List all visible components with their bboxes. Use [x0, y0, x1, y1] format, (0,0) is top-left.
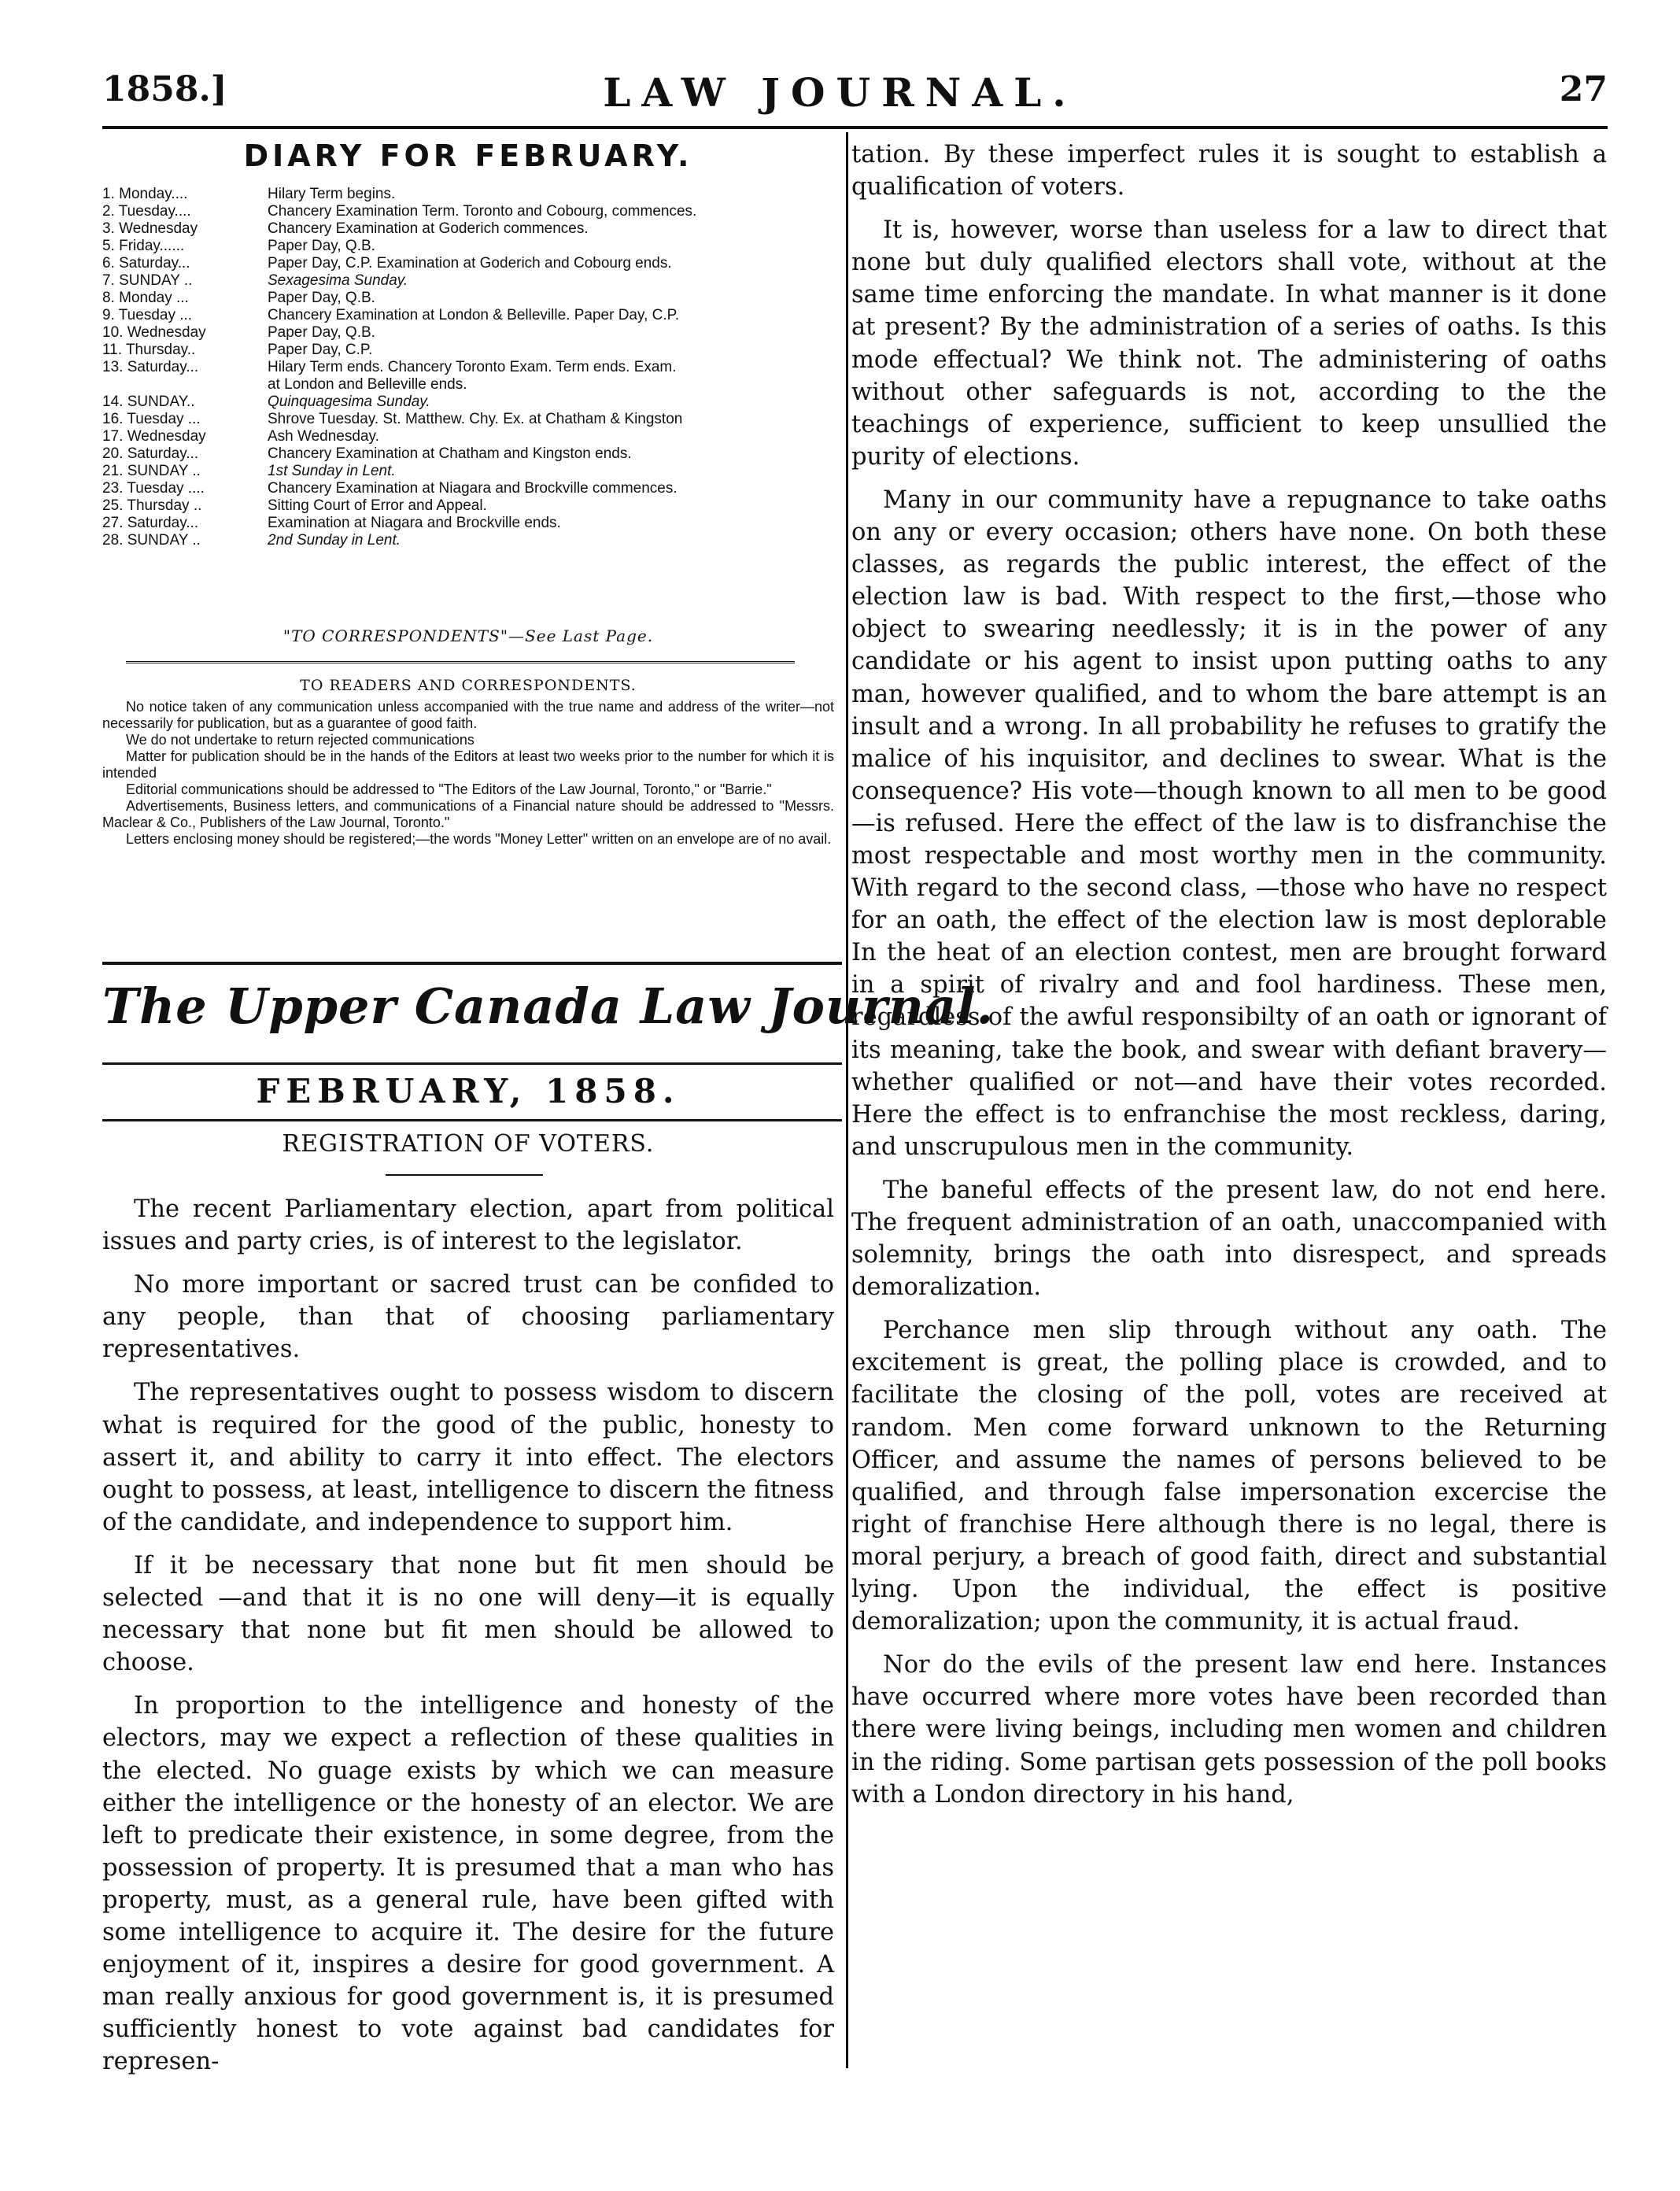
- diary-event: Quinquagesima Sunday.: [268, 393, 430, 410]
- readers-paragraph: Advertisements, Business letters, and communications of a Financial nature should be addressed to "Messrs. Maclear & Co., Publishers of the Law Journal, Toronto.": [102, 798, 834, 830]
- diary-title: DIARY FOR FEBRUARY.: [243, 139, 693, 173]
- diary-entry: [102, 393, 834, 411]
- section-rule: [126, 661, 795, 663]
- article-left-column: [102, 1193, 834, 2089]
- readers-notice: [102, 699, 834, 848]
- section-rule: [102, 1119, 842, 1121]
- diary-entry: [102, 238, 834, 255]
- column-divider: [846, 132, 848, 2068]
- diary-day: 5. Friday......: [102, 238, 185, 254]
- diary-event: 1st Sunday in Lent.: [268, 463, 396, 479]
- diary-entry: [102, 445, 834, 463]
- diary-entry: [102, 463, 834, 480]
- article-paragraph: If it be necessary that none but fit men should be selected —and that it is no one will deny—it is equally necessary that none but fit men should be allowed to choose.: [102, 1551, 834, 1677]
- page-number: 27: [1559, 69, 1608, 109]
- article-paragraph: Nor do the evils of the present law end here. Instances have occurred where more votes have been recorded than there were living beings, including men women and children in the riding. Some partisan gets possession of the poll books with a London directory in his hand,: [851, 1651, 1607, 1809]
- diary-day: 8. Monday ...: [102, 290, 189, 306]
- diary-day: 23. Tuesday ....: [102, 480, 205, 497]
- readers-title: TO READERS AND CORRESPONDENTS.: [300, 677, 637, 694]
- diary-day: 3. Wednesday: [102, 220, 198, 237]
- diary-day: 2. Tuesday....: [102, 203, 191, 220]
- diary-entry: [102, 255, 834, 272]
- diary-entry: [102, 220, 834, 238]
- diary-event: Sexagesima Sunday.: [268, 272, 408, 289]
- diary-day: 25. Thursday ..: [102, 497, 202, 514]
- diary-event: Chancery Examination at Chatham and Kingston ends.: [268, 445, 632, 462]
- diary-event: Chancery Examination at London & Belleville. Paper Day, C.P.: [268, 307, 680, 323]
- diary-entry: [102, 532, 834, 549]
- diary-day: 17. Wednesday: [102, 428, 206, 445]
- diary-day: 9. Tuesday ...: [102, 307, 193, 323]
- diary-entry: [102, 359, 834, 376]
- diary-entry: [102, 272, 834, 290]
- diary-event: Chancery Examination at Goderich commences.: [268, 220, 589, 237]
- running-head-title: LAW JOURNAL.: [603, 69, 1077, 116]
- diary-event: Chancery Examination Term. Toronto and Cobourg, commences.: [268, 203, 697, 220]
- diary-entry: [102, 203, 834, 220]
- diary-entry: [102, 342, 834, 359]
- diary-entry: [102, 307, 834, 324]
- readers-paragraph: We do not undertake to return rejected communications: [126, 732, 474, 748]
- section-rule: [102, 962, 842, 965]
- diary-event: Hilary Term ends. Chancery Toronto Exam. Term ends. Exam.: [268, 359, 677, 375]
- diary-entry: [102, 428, 834, 445]
- diary-day: 1. Monday....: [102, 186, 188, 202]
- diary-event: Paper Day, Q.B.: [268, 238, 375, 254]
- diary-event: Paper Day, C.P.: [268, 342, 373, 358]
- diary-day: 14. SUNDAY..: [102, 393, 195, 410]
- diary-entry: [102, 515, 834, 532]
- article-paragraph: No more important or sacred trust can be confided to any people, than that of choosing parliamentary representatives.: [102, 1271, 834, 1364]
- running-head-year: 1858.]: [102, 69, 227, 109]
- readers-paragraph: No notice taken of any communication unless accompanied with the true name and address of the writer—not necessarily for publication, but as a guarantee of good faith.: [102, 699, 834, 731]
- diary-entry: [102, 186, 834, 203]
- diary-day: 7. SUNDAY ..: [102, 272, 193, 289]
- diary-day: 6. Saturday...: [102, 255, 190, 272]
- issue-date: FEBRUARY, 1858.: [256, 1072, 681, 1110]
- diary-list: [102, 186, 834, 549]
- article-paragraph: The baneful effects of the present law, do not end here. The frequent administration of an oath, unaccompanied with solemnity, brings the oath into disrespect, and spreads demoralization.: [851, 1176, 1607, 1302]
- diary-event: Shrove Tuesday. St. Matthew. Chy. Ex. at Chatham & Kingston: [268, 411, 683, 427]
- diary-day: [102, 376, 268, 393]
- section-rule: [102, 1062, 842, 1065]
- article-right-column: [851, 139, 1607, 1822]
- article-title: REGISTRATION OF VOTERS.: [282, 1130, 655, 1158]
- diary-event: Paper Day, Q.B.: [268, 290, 375, 306]
- diary-event: Sitting Court of Error and Appeal.: [268, 497, 487, 514]
- article-paragraph: In proportion to the intelligence and honesty of the electors, may we expect a reflection of these qualities in the elected. No guage exists by which we can measure either the intelligence or the honesty of an elector. We are left to predicate their existence, in some degree, from the possession of property. It is presumed that a man who has property, must, as a general rule, have been gifted with some intelligence to acquire it. The desire for the future enjoyment of it, inspires a desire for good government. A man really anxious for good government is, it is presumed sufficiently honest to vote against bad candidates for represen-: [102, 1692, 834, 2076]
- article-paragraph: Perchance men slip through without any oath. The excitement is great, the polling place is crowded, and to facilitate the closing of the poll, votes are received at random. Men come forward unknown to the Returning Officer, and assume the names of persons believed to be qualified, and through false impersonation excercise the right of franchise Here although there is no legal, there is moral perjury, a breach of good faith, direct and substantial lying. Upon the individual, the effect is positive demoralization; upon the community, it is actual fraud.: [851, 1317, 1607, 1636]
- article-paragraph: It is, however, worse than useless for a law to direct that none but duly qualified electors shall vote, without at the same time enforcing the mandate. In what manner is it done at present? By the administration of a series of oaths. Is this mode effectual? We think not. The administering of oaths without other safeguards is not, according to the the teachings of experience, sufficient to keep unsullied the purity of elections.: [851, 216, 1607, 471]
- article-paragraph: Many in our community have a repugnance to take oaths on any or every occasion; others have none. On both these classes, as regards the public interest, the effect of the election law is bad. With respect to the first,—those who object to swearing needlessly; it is in the power of any candidate or his agent to insist upon putting oaths to any man, however qualified, and to whom the bare attempt is an insult and a wrong. In all probability he refuses to gratify the malice of his inquisitor, and declines to swear. What is the consequence? His vote—though known to all men to be good—is refused. Here the effect of the law is to disfranchise the most respectable and most worthy men in the community. With regard to the second class, —those who have no respect for an oath, the effect of the election law is most deplorable In the heat of an election contest, men are brought forward in a spirit of rivalry and and fool hardiness. These men, regardless of the awful responsibilty of an oath or ignorant of its meaning, take the book, and swear with defiant bravery—whether qualified or not—and have their votes recorded. Here the effect is to enfranchise the most reckless, daring, and unscrupulous men in the community.: [851, 486, 1607, 1161]
- diary-entry: [102, 411, 834, 428]
- diary-entry: [102, 480, 834, 497]
- readers-paragraph: Matter for publication should be in the hands of the Editors at least two weeks prior to the number for which it is intended: [102, 748, 834, 781]
- masthead: The Upper Canada Law Journal.: [102, 977, 995, 1035]
- diary-day: 21. SUNDAY ..: [102, 463, 201, 479]
- diary-entry: [102, 324, 834, 342]
- diary-event: Examination at Niagara and Brockville ends.: [268, 515, 561, 531]
- readers-paragraph: Editorial communications should be addressed to "The Editors of the Law Journal, Toronto," or "Barrie.": [126, 781, 772, 797]
- diary-day: 10. Wednesday: [102, 324, 206, 341]
- diary-day: 27. Saturday...: [102, 515, 199, 531]
- article-continuation: tation. By these imperfect rules it is sought to establish a qualification of voters.: [851, 141, 1607, 201]
- article-paragraph: The recent Parliamentary election, apart from political issues and party cries, is of interest to the legislator.: [102, 1195, 834, 1256]
- diary-event: Paper Day, Q.B.: [268, 324, 375, 341]
- article-paragraph: The representatives ought to possess wisdom to discern what is required for the good of the public, honesty to assert it, and ability to carry it into effect. The electors ought to possess, at least, intelligence to discern the fitness of the candidate, and independence to support him.: [102, 1379, 834, 1536]
- title-rule: [386, 1174, 543, 1176]
- diary-event: 2nd Sunday in Lent.: [268, 532, 401, 549]
- diary-event: Hilary Term begins.: [268, 186, 396, 202]
- diary-event: at London and Belleville ends.: [268, 376, 467, 393]
- diary-entry: [102, 290, 834, 307]
- header-rule: [102, 126, 1608, 129]
- diary-entry: [102, 497, 834, 515]
- diary-event: Ash Wednesday.: [268, 428, 379, 445]
- correspondents-note: "TO CORRESPONDENTS"—See Last Page.: [282, 626, 654, 645]
- diary-event: Chancery Examination at Niagara and Brockville commences.: [268, 480, 678, 497]
- readers-paragraph: Letters enclosing money should be registered;—the words "Money Letter" written on an envelope are of no avail.: [126, 831, 832, 847]
- diary-day: 13. Saturday...: [102, 359, 199, 375]
- diary-day: 11. Thursday..: [102, 342, 196, 358]
- diary-day: 16. Tuesday ...: [102, 411, 201, 427]
- diary-event: Paper Day, C.P. Examination at Goderich and Cobourg ends.: [268, 255, 672, 272]
- diary-entry: [102, 376, 834, 393]
- diary-day: 28. SUNDAY ..: [102, 532, 201, 549]
- diary-day: 20. Saturday...: [102, 445, 199, 462]
